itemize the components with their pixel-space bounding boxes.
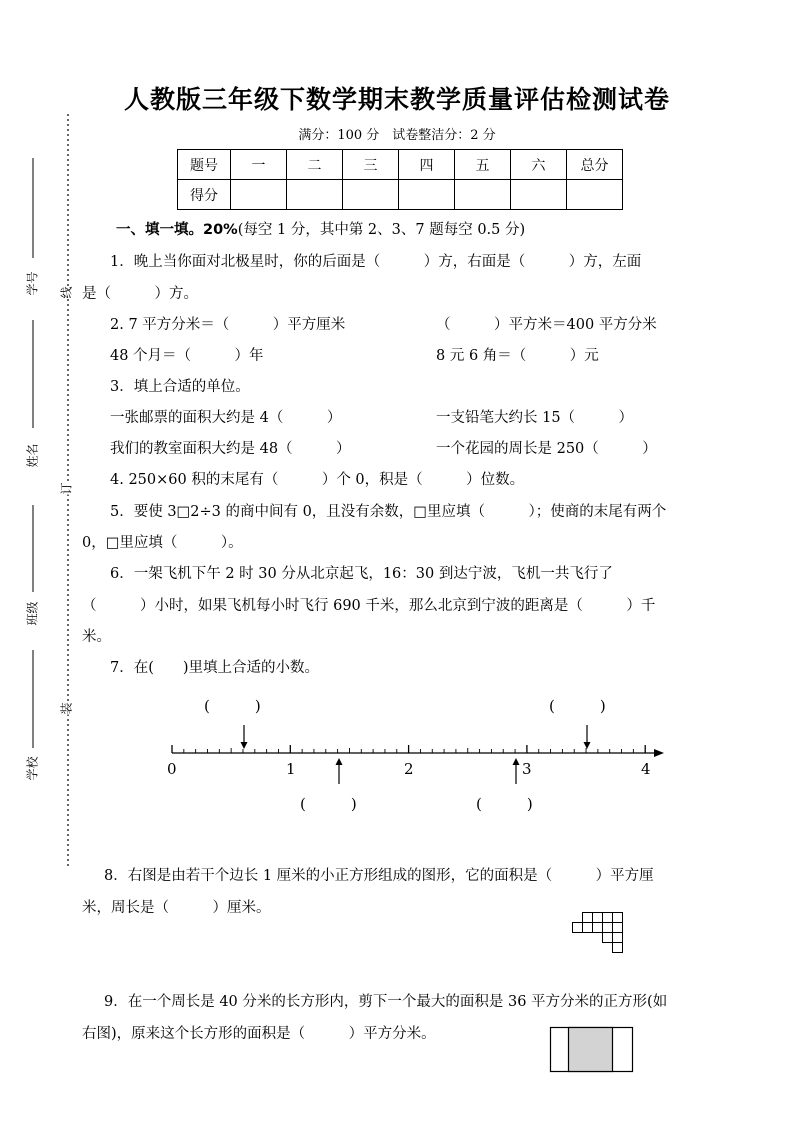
score-cell: 题号 (178, 150, 231, 180)
q5-line1: 5．要使 3□2÷3 的商中间有 0，且没有余数，□里应填（ ）；使商的末尾有两个 (110, 504, 667, 520)
side-label-xingming: 姓名 (25, 443, 40, 468)
unit-square (603, 913, 613, 923)
q6-line3: 米。 (82, 629, 111, 645)
up-arrowhead-2 (513, 758, 520, 765)
score-input-cell[interactable] (399, 180, 455, 210)
section1-heading-bold: 一、填一填。20% (116, 222, 238, 238)
side-label-xian: 线 (59, 286, 74, 299)
q7-answer-paren-4[interactable]: ( ) (476, 795, 533, 813)
score-cell: 三 (343, 150, 399, 180)
q7-answer-paren-3[interactable]: ( ) (300, 795, 357, 813)
unit-square (593, 913, 603, 923)
axis-label-2: 2 (404, 760, 414, 778)
number-line-arrowhead (654, 749, 664, 757)
up-arrowhead-1 (336, 758, 343, 765)
q2-item-c: 48 个月＝（ ）年 (110, 348, 264, 364)
page-title: 人教版三年级下数学期末教学质量评估检测试卷 (123, 85, 670, 114)
q6-line1: 6．一架飞机下午 2 时 30 分从北京起飞，16：30 到达宁波，飞机一共飞行了 (110, 566, 613, 582)
section1-heading (116, 218, 525, 239)
side-label-xuehao: 学号 (25, 271, 40, 296)
score-table-score-row (178, 180, 623, 210)
q2-item-a: 2. 7 平方分米＝（ ）平方厘米 (110, 317, 346, 333)
score-input-cell[interactable] (455, 180, 511, 210)
axis-label-3: 3 (522, 760, 532, 778)
q7-answer-paren-1[interactable]: ( ) (204, 697, 261, 715)
binding-margin (0, 0, 80, 1123)
score-cell: 总分 (567, 150, 623, 180)
q8-line1: 8．右图是由若干个边长 1 厘米的小正方形组成的图形，它的面积是（ ）平方厘 (104, 868, 654, 884)
unit-square (613, 933, 623, 943)
section1-heading-note: (每空 1 分，其中第 2、3、7 题每空 0.5 分) (237, 222, 526, 238)
axis-label-4: 4 (641, 760, 651, 778)
score-cell: 得分 (178, 180, 231, 210)
q8-line2: 米，周长是（ ）厘米。 (82, 900, 271, 916)
score-cell: 四 (399, 150, 455, 180)
shaded-square (569, 1028, 613, 1072)
q3-item-c: 我们的教室面积大约是 48（ ） (110, 441, 351, 457)
score-input-cell[interactable] (343, 180, 399, 210)
rectangle-figure (549, 1026, 635, 1074)
score-table (177, 149, 623, 210)
side-label-ding: 订 (59, 482, 74, 495)
q4-text: 4. 250×60 积的末尾有（ ）个 0，积是（ ）位数。 (110, 472, 525, 488)
q2-item-d: 8 元 6 角＝（ ）元 (436, 348, 599, 364)
score-cell: 五 (455, 150, 511, 180)
q5-line2: 0，□里应填（ ）。 (82, 535, 243, 551)
unit-square (593, 923, 603, 933)
q2-item-b: （ ）平方米＝400 平方分米 (436, 317, 657, 333)
unit-square (613, 913, 623, 923)
unit-square (613, 943, 623, 953)
q1-line2: 是（ ）方。 (82, 286, 198, 302)
q3-item-a: 一张邮票的面积大约是 4（ ） (110, 410, 342, 426)
q3-item-b: 一支铅笔大约长 15（ ） (436, 410, 634, 426)
down-arrowhead-2 (584, 742, 591, 749)
score-input-cell[interactable] (231, 180, 287, 210)
score-cell: 二 (287, 150, 343, 180)
q7-title: 7．在( )里填上合适的小数。 (110, 660, 320, 676)
q3-title: 3．填上合适的单位。 (110, 379, 250, 395)
score-cell: 六 (511, 150, 567, 180)
score-input-cell[interactable] (567, 180, 623, 210)
axis-label-0: 0 (167, 760, 177, 778)
side-label-xuexiao: 学校 (25, 756, 40, 781)
unit-square (583, 913, 593, 923)
unit-square (573, 923, 583, 933)
side-label-banji: 班级 (25, 601, 40, 626)
score-table-header-row (178, 150, 623, 180)
score-input-cell[interactable] (511, 180, 567, 210)
q6-line2: （ ）小时，如果飞机每小时飞行 690 千米，那么北京到宁波的距离是（ ）千 (82, 598, 656, 614)
q7-answer-paren-2[interactable]: ( ) (549, 697, 606, 715)
score-subtitle: 满分：100 分 试卷整洁分：2 分 (298, 128, 496, 143)
unit-square (603, 933, 613, 943)
score-cell: 一 (231, 150, 287, 180)
score-input-cell[interactable] (287, 180, 343, 210)
number-line (160, 718, 670, 788)
squares-figure (566, 910, 630, 954)
side-label-zhuang: 装 (59, 702, 74, 715)
q9-line1: 9．在一个周长是 40 分米的长方形内，剪下一个最大的面积是 36 平方分米的正方形(如 (104, 994, 668, 1010)
unit-square (613, 923, 623, 933)
q3-item-d: 一个花园的周长是 250（ ） (436, 441, 657, 457)
axis-label-1: 1 (286, 760, 296, 778)
unit-square (583, 923, 593, 933)
q9-line2: 右图)，原来这个长方形的面积是（ ）平方分米。 (82, 1026, 436, 1042)
down-arrowhead-1 (241, 742, 248, 749)
q1-line1: 1．晚上当你面对北极星时，你的后面是（ ）方，右面是（ ）方，左面 (110, 254, 642, 270)
